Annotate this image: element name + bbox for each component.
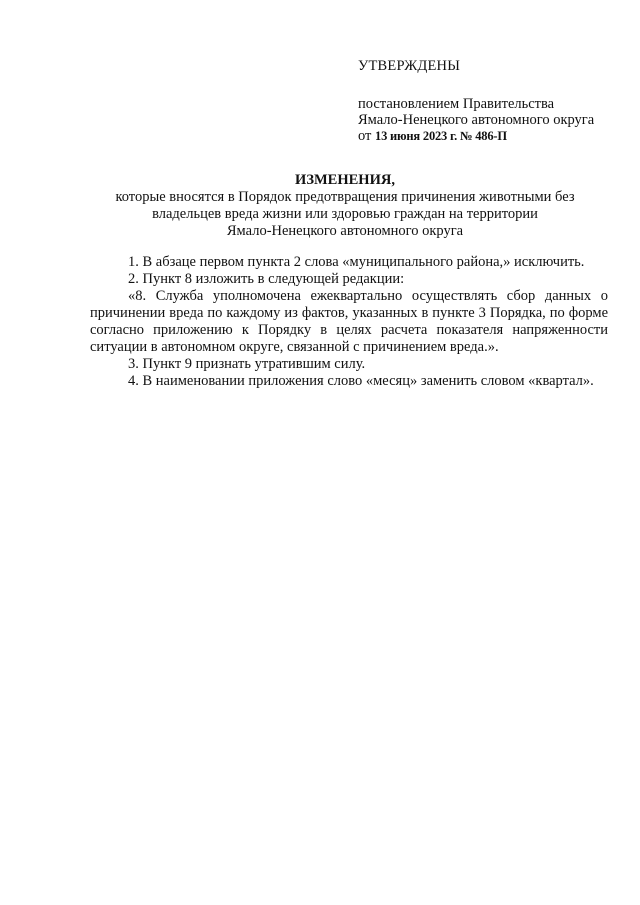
approval-line-2: Ямало-Ненецкого автономного округа — [358, 112, 595, 128]
paragraph-item-4: 4. В наименовании приложения слово «месяц» заменить словом «квартал». — [128, 373, 594, 389]
document-subtitle-line: владельцев вреда жизни или здоровью граждан на территории — [152, 206, 538, 222]
document-title-block — [80, 172, 610, 240]
document-title: ИЗМЕНЕНИЯ, — [295, 172, 395, 188]
approval-line-1: постановлением Правительства — [358, 96, 555, 112]
paragraph-quote-8: «8. Служба уполномочена ежеквартально осуществлять сбор данных о причинении вреда по каждому из фактов, указанных в пункте 3 Порядка, по форме согласно приложению к Порядку в целях расчета показателя напряженности ситуации в автономном округе, связанной с причинением вреда.». — [90, 288, 608, 355]
document-body — [90, 254, 608, 390]
approval-stamp — [358, 58, 618, 144]
approval-heading: УТВЕРЖДЕНЫ — [358, 58, 461, 74]
approval-date-prefix: от — [358, 128, 372, 144]
paragraph-item-2: 2. Пункт 8 изложить в следующей редакции: — [128, 271, 405, 287]
approval-date-value: 13 июня 2023 г. № 486-П — [375, 129, 507, 143]
paragraph-item-1: 1. В абзаце первом пункта 2 слова «муниципального района,» исключить. — [128, 254, 585, 270]
approval-date-line — [358, 128, 618, 144]
document-subtitle-line: Ямало-Ненецкого автономного округа — [226, 223, 464, 239]
document-subtitle-line: которые вносятся в Порядок предотвращения причинения животными без — [115, 189, 575, 205]
paragraph-item-3: 3. Пункт 9 признать утратившим силу. — [128, 356, 366, 372]
